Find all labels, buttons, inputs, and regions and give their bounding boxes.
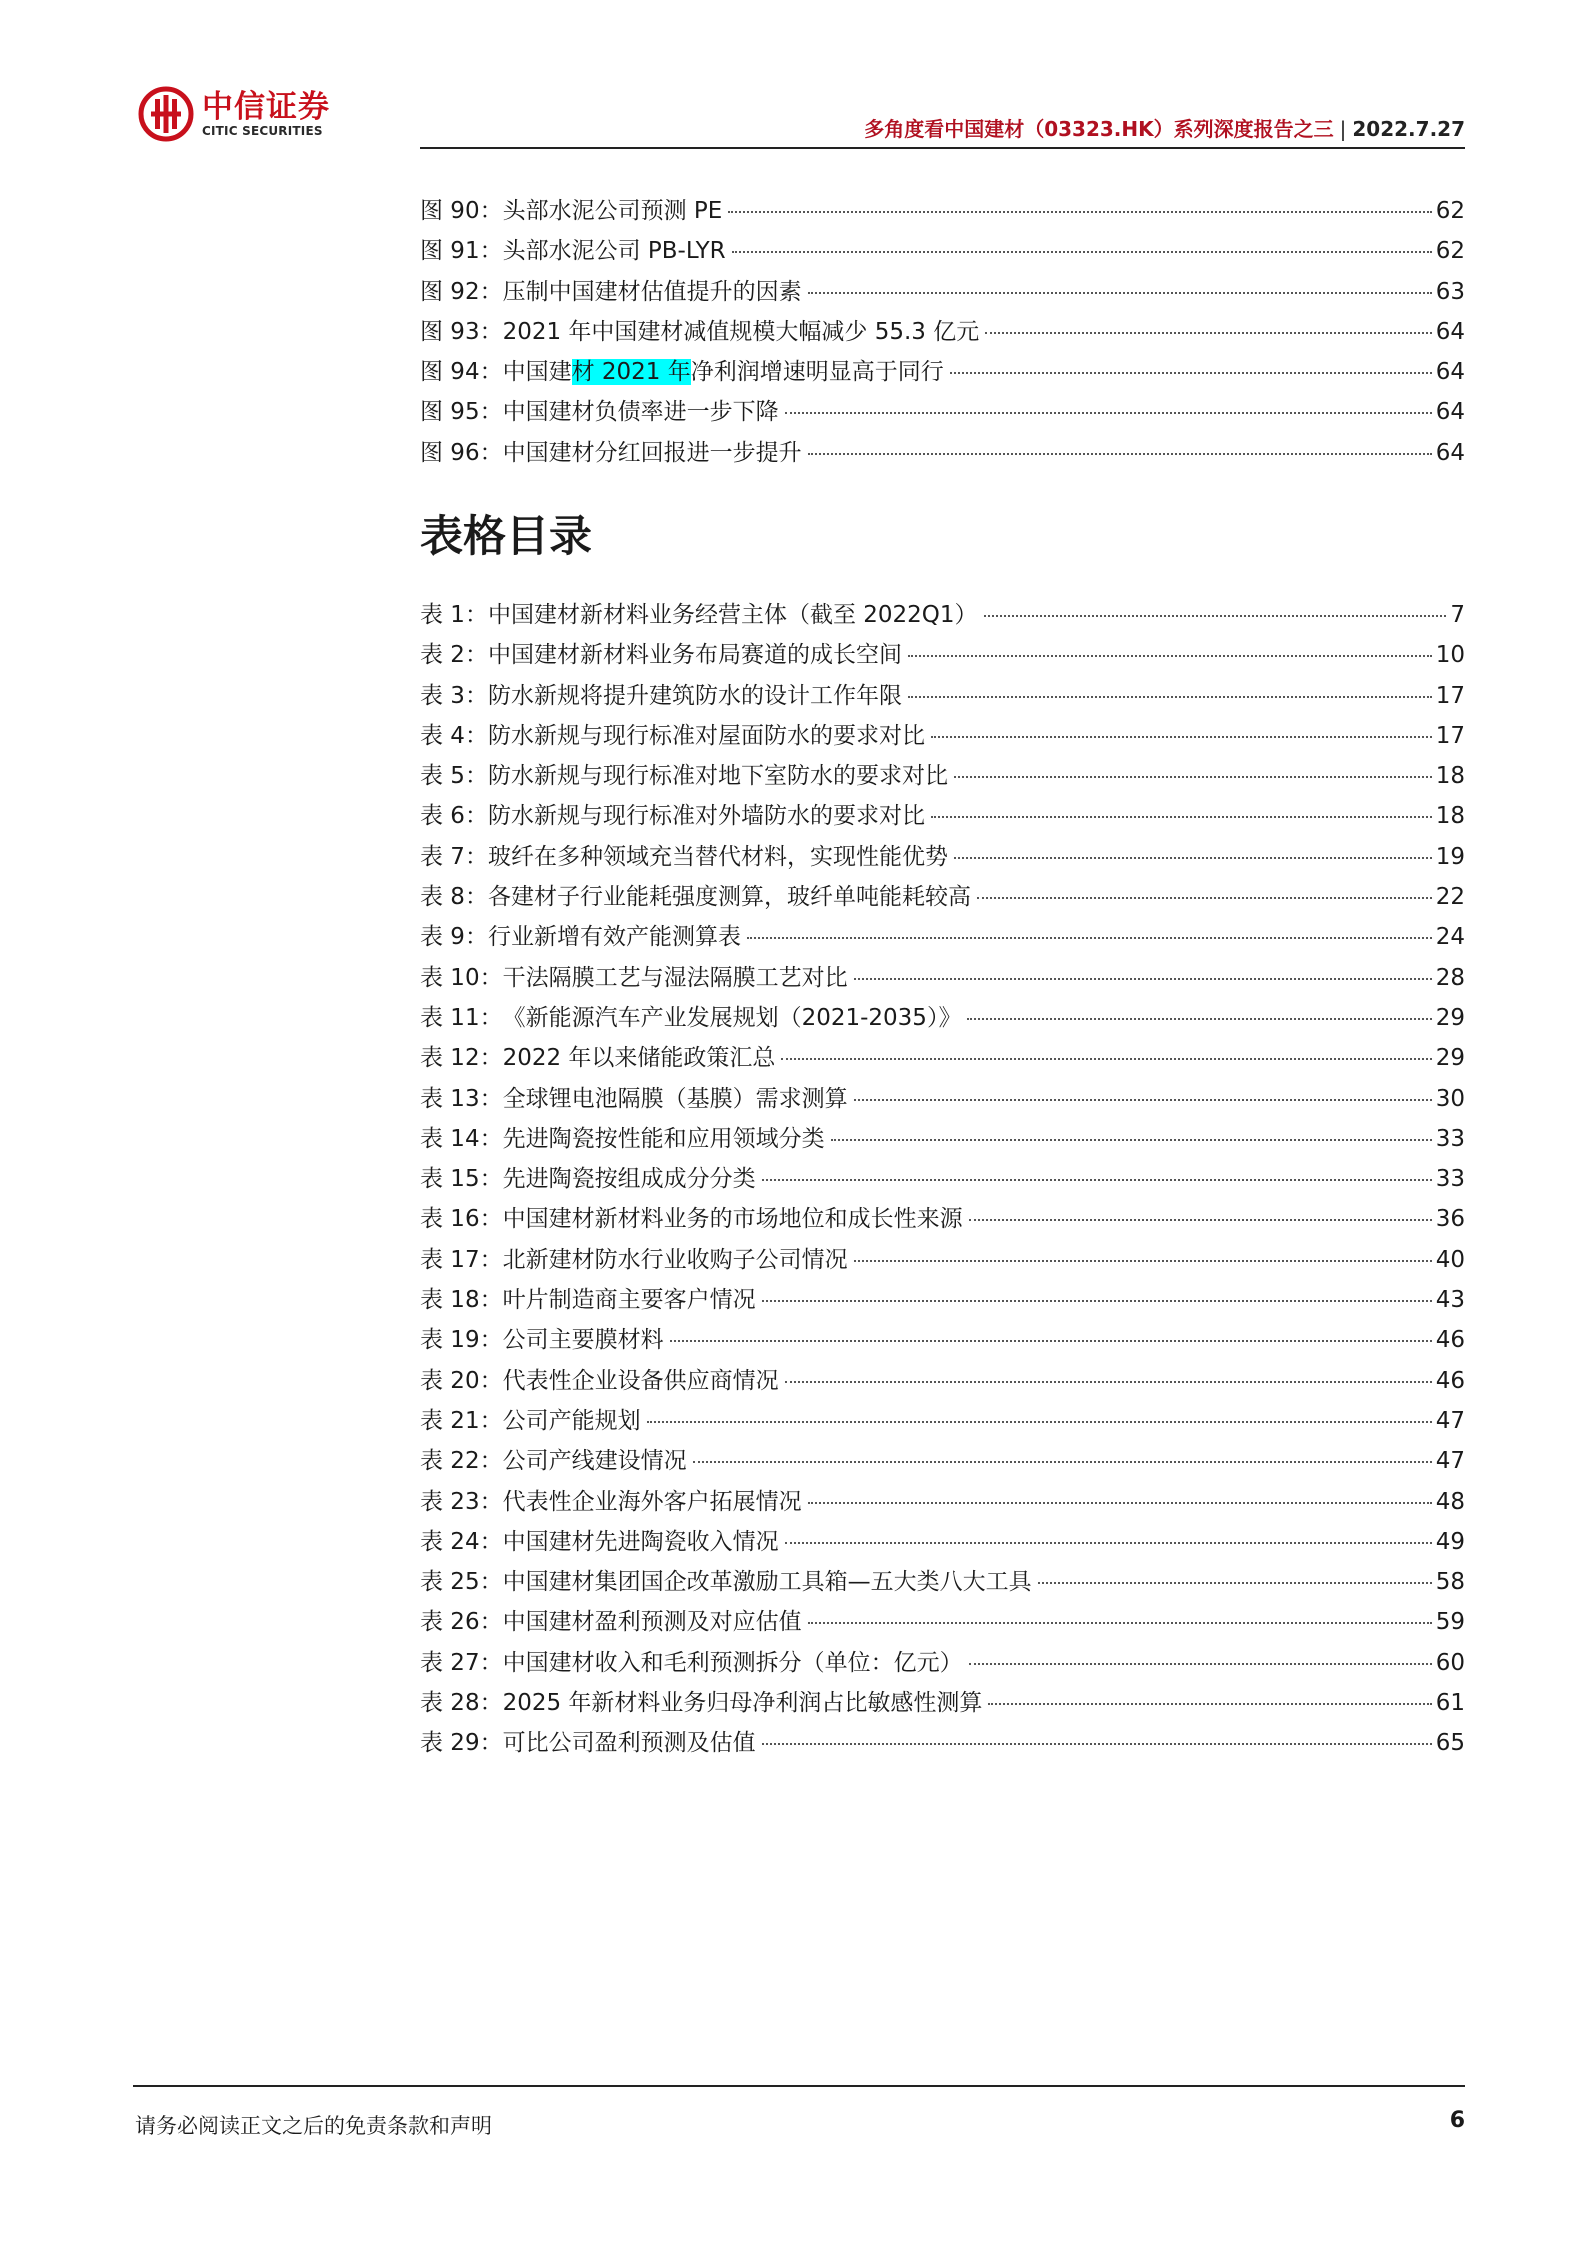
toc-label: 表 21： [420,1407,503,1434]
toc-label: 图 93： [420,318,503,345]
toc-entry[interactable] [420,596,1465,636]
report-title: 多角度看中国建材（03323.HK）系列深度报告之三 [864,117,1334,141]
toc-page: 7 [1450,602,1465,628]
toc-label: 表 16： [420,1206,503,1233]
toc-title-part: 中国建 [502,359,572,386]
toc-entry[interactable] [420,1241,1465,1281]
toc-label: 表 7： [420,843,488,870]
toc-leader [954,857,1432,859]
report-date: 2022.7.27 [1352,117,1465,141]
toc-entry[interactable] [420,1603,1465,1643]
toc-leader [854,978,1432,980]
toc-label: 表 5： [420,763,488,790]
text-highlight: 材 2021 年 [571,359,691,386]
toc-page: 36 [1435,1206,1465,1233]
toc-entry[interactable] [420,1402,1465,1442]
toc-entry[interactable] [420,717,1465,757]
toc-entry[interactable] [420,1644,1465,1684]
toc-title: 行业新增有效产能测算表 [487,924,741,951]
toc-label: 表 19： [420,1327,503,1354]
toc-label: 表 9： [420,924,488,951]
header-divider [420,147,1465,149]
toc-label: 表 13： [420,1085,503,1112]
toc-page: 60 [1435,1649,1465,1676]
toc-title: 《新能源汽车产业发展规划（2021-2035）》 [502,1004,962,1031]
toc-title: 中国建材收入和毛利预测拆分（单位：亿元） [502,1649,963,1676]
toc-leader [984,615,1447,617]
toc-leader [988,1703,1431,1705]
toc-leader [728,211,1431,213]
toc-page: 29 [1435,1004,1465,1031]
toc-entry[interactable] [420,1362,1465,1402]
toc-page: 64 [1435,359,1465,386]
toc-title: 玻纤在多种领域充当替代材料，实现性能优势 [487,843,948,870]
toc-page: 62 [1435,238,1465,265]
toc-title: 干法隔膜工艺与湿法隔膜工艺对比 [502,964,848,991]
toc-leader [762,1743,1432,1745]
toc-leader [950,372,1432,374]
report-header [864,113,1465,142]
toc-page: 58 [1435,1569,1465,1596]
toc-title: 中国建材负债率进一步下降 [502,399,779,426]
toc-page: 33 [1435,1166,1465,1193]
toc-entry[interactable] [420,232,1465,272]
toc-page: 47 [1435,1448,1465,1475]
toc-label: 表 28： [420,1690,503,1717]
toc-label: 表 20： [420,1367,503,1394]
toc-leader [908,655,1432,657]
toc-leader [985,332,1431,334]
toc-entry[interactable] [420,1281,1465,1321]
toc-page: 18 [1435,763,1465,790]
toc-page: 19 [1435,843,1465,870]
toc-title: 公司产能规划 [502,1407,641,1434]
toc-label: 表 11： [420,1004,503,1031]
toc-entry[interactable] [420,757,1465,797]
toc-title: 先进陶瓷按组成成分分类 [502,1166,756,1193]
toc-entry[interactable] [420,1483,1465,1523]
toc-title: 公司产线建设情况 [502,1448,687,1475]
toc-entry[interactable] [420,313,1465,353]
toc-leader [977,897,1432,899]
toc-page: 29 [1435,1045,1465,1072]
toc-page: 40 [1435,1246,1465,1273]
toc-page: 18 [1435,803,1465,830]
toc-page: 28 [1435,964,1465,991]
logo-chinese-name: 中信证券 [202,89,330,125]
section-title: 表格目录 [420,512,592,562]
toc-leader [808,453,1432,455]
toc-title: 叶片制造商主要客户情况 [502,1287,756,1314]
toc-label: 表 15： [420,1166,503,1193]
toc-entry[interactable] [420,999,1465,1039]
toc-leader [762,1179,1432,1181]
toc-title: 2025 年新材料业务归母净利润占比敏感性测算 [502,1690,983,1717]
toc-label: 表 25： [420,1569,503,1596]
toc-page: 46 [1435,1367,1465,1394]
toc-page: 48 [1435,1488,1465,1515]
toc-entry[interactable] [420,636,1465,676]
toc-page: 33 [1435,1125,1465,1152]
toc-title: 中国建材集团国企改革激励工具箱—五大类八大工具 [502,1569,1032,1596]
toc-leader [969,1219,1432,1221]
toc-label: 图 90： [420,198,503,224]
toc-page: 64 [1435,318,1465,345]
toc-label: 表 23： [420,1488,503,1515]
toc-title: 公司主要膜材料 [502,1327,664,1354]
toc-label: 图 91： [420,238,503,265]
toc-label: 表 2： [420,642,488,669]
toc-leader [670,1340,1432,1342]
toc-title: 防水新规与现行标准对外墙防水的要求对比 [487,803,925,830]
toc-leader [967,1018,1431,1020]
footer-divider [133,2085,1465,2087]
toc-leader [732,251,1432,253]
toc-label: 表 26： [420,1609,503,1636]
toc-label: 表 17： [420,1246,503,1273]
toc-label: 表 6： [420,803,488,830]
toc-title: 中国建材新材料业务经营主体（截至 2022Q1） [487,602,978,628]
toc-title: 北新建材防水行业收购子公司情况 [502,1246,848,1273]
toc-leader [969,1663,1432,1665]
toc-label: 表 18： [420,1287,503,1314]
toc-leader [785,1381,1432,1383]
toc-page: 64 [1435,399,1465,426]
toc-title: 代表性企业海外客户拓展情况 [502,1488,802,1515]
toc-title: 2022 年以来储能政策汇总 [502,1045,776,1072]
toc-title: 中国建材新材料业务的市场地位和成长性来源 [502,1206,963,1233]
toc-entry[interactable] [420,273,1465,313]
figure-toc-list [420,192,1465,474]
toc-label: 图 94： [420,359,503,386]
toc-title: 防水新规将提升建筑防水的设计工作年限 [487,682,902,709]
logo-english-name: CITIC SECURITIES [202,124,323,138]
toc-label: 表 24： [420,1528,503,1555]
toc-title: 防水新规与现行标准对地下室防水的要求对比 [487,763,948,790]
toc-title: 中国建材盈利预测及对应估值 [502,1609,802,1636]
toc-leader [693,1461,1432,1463]
toc-leader [854,1260,1432,1262]
toc-title: 各建材子行业能耗强度测算，玻纤单吨能耗较高 [487,884,971,911]
toc-title: 中国建材新材料业务布局赛道的成长空间 [487,642,902,669]
toc-entry[interactable] [420,677,1465,717]
toc-entry[interactable] [420,918,1465,958]
toc-leader [908,696,1432,698]
toc-title: 可比公司盈利预测及估值 [502,1730,756,1757]
toc-entry[interactable] [420,192,1465,232]
toc-leader [808,1502,1432,1504]
toc-title: 先进陶瓷按性能和应用领域分类 [502,1125,825,1152]
toc-entry[interactable] [420,1442,1465,1482]
toc-label: 表 12： [420,1045,503,1072]
toc-label: 表 27： [420,1649,503,1676]
toc-label: 表 8： [420,884,488,911]
toc-page: 49 [1435,1528,1465,1555]
toc-entry[interactable] [420,1321,1465,1361]
toc-leader [931,736,1432,738]
toc-page: 10 [1435,642,1465,669]
toc-leader [781,1058,1431,1060]
toc-label: 图 96： [420,439,503,466]
header-separator: | [1339,117,1347,141]
toc-leader [785,1542,1432,1544]
toc-leader [785,412,1432,414]
toc-entry[interactable] [420,434,1465,474]
toc-entry[interactable] [420,1160,1465,1200]
toc-title: 中国建材先进陶瓷收入情况 [502,1528,779,1555]
toc-page: 62 [1435,198,1465,224]
toc-label: 表 4： [420,722,488,749]
toc-entry[interactable] [420,1684,1465,1724]
toc-label: 表 29： [420,1730,503,1757]
toc-title: 头部水泥公司 PB-LYR [502,238,726,265]
page-number: 6 [1449,2108,1465,2133]
toc-title [503,353,944,386]
toc-label: 表 1： [420,602,488,628]
toc-title: 代表性企业设备供应商情况 [502,1367,779,1394]
toc-leader [808,1622,1432,1624]
toc-label: 表 22： [420,1448,503,1475]
toc-title: 防水新规与现行标准对屋面防水的要求对比 [487,722,925,749]
toc-leader [854,1099,1432,1101]
toc-page: 24 [1435,924,1465,951]
toc-entry[interactable] [420,878,1465,918]
toc-entry[interactable] [420,1120,1465,1160]
citic-logo [138,84,330,144]
toc-leader [954,776,1432,778]
toc-title: 2021 年中国建材减值规模大幅减少 55.3 亿元 [502,318,980,345]
toc-entry[interactable] [420,959,1465,999]
toc-entry[interactable] [420,1724,1465,1764]
toc-page: 30 [1435,1085,1465,1112]
toc-page: 65 [1435,1730,1465,1757]
toc-leader [831,1139,1432,1141]
toc-label: 表 3： [420,682,488,709]
toc-title: 中国建材分红回报进一步提升 [502,439,802,466]
toc-leader [647,1421,1432,1423]
toc-page: 47 [1435,1407,1465,1434]
toc-label: 表 10： [420,964,503,991]
toc-leader [808,292,1432,294]
toc-page: 64 [1435,439,1465,466]
toc-title: 压制中国建材估值提升的因素 [502,278,802,305]
toc-leader [762,1300,1432,1302]
footer-disclaimer: 请务必阅读正文之后的免责条款和声明 [135,2114,492,2138]
toc-page: 59 [1435,1609,1465,1636]
toc-entry[interactable] [420,797,1465,837]
toc-label: 图 92： [420,278,503,305]
toc-title: 全球锂电池隔膜（基膜）需求测算 [502,1085,848,1112]
toc-entry[interactable] [420,838,1465,878]
toc-page: 63 [1435,278,1465,305]
table-toc-list [420,596,1465,1765]
toc-leader [931,816,1432,818]
toc-title-part: 净利润增速明显高于同行 [690,359,944,386]
toc-page: 22 [1435,884,1465,911]
toc-leader [1038,1582,1432,1584]
citic-emblem-icon [138,86,194,142]
toc-entry[interactable] [420,353,1465,393]
toc-label: 图 95： [420,399,503,426]
toc-entry[interactable] [420,1200,1465,1240]
toc-leader [747,937,1432,939]
toc-entry[interactable] [420,1039,1465,1079]
toc-entry[interactable] [420,1563,1465,1603]
toc-entry[interactable] [420,1080,1465,1120]
toc-page: 43 [1435,1287,1465,1314]
toc-page: 46 [1435,1327,1465,1354]
toc-title: 头部水泥公司预测 PE [502,198,723,224]
toc-entry[interactable] [420,1523,1465,1563]
toc-page: 17 [1435,722,1465,749]
toc-entry[interactable] [420,393,1465,433]
toc-page: 61 [1435,1690,1465,1717]
toc-page: 17 [1435,682,1465,709]
toc-label: 表 14： [420,1125,503,1152]
